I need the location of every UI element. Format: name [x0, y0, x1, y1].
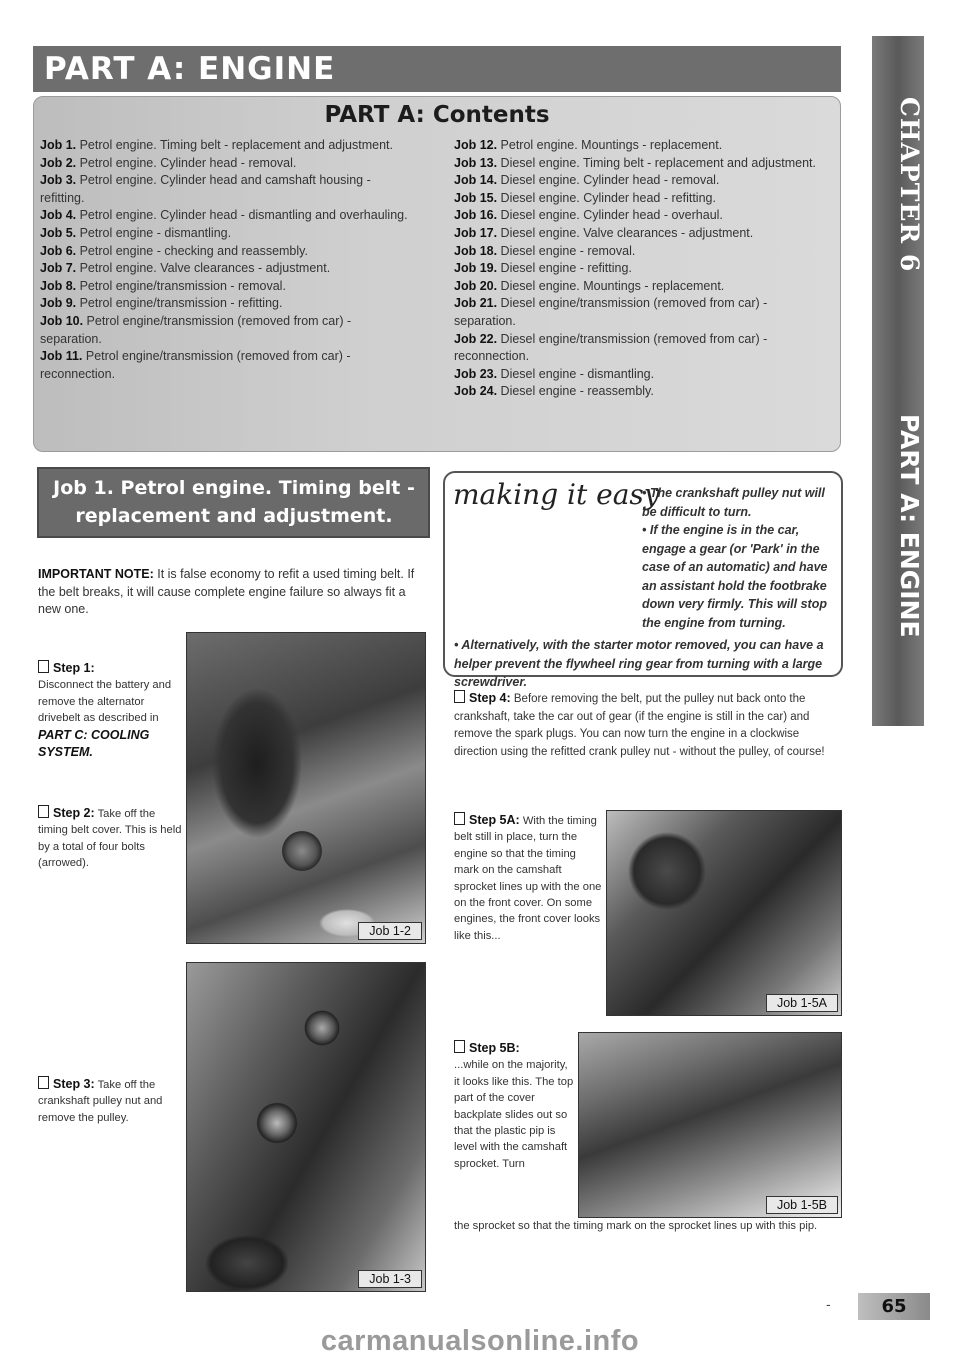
contents-job-number: Job 23.	[454, 366, 501, 381]
step-5b	[454, 1040, 574, 1172]
contents-job-title: Diesel engine. Valve clearances - adjustment.	[500, 225, 754, 240]
important-label: IMPORTANT NOTE:	[38, 567, 154, 581]
contents-item	[454, 190, 824, 208]
contents-job-number: Job 9.	[40, 296, 80, 311]
step-text: Disconnect the battery and remove the alternator drivebelt as described in	[38, 679, 172, 725]
step-label: Step 2:	[53, 806, 95, 820]
contents-job-title: Petrol engine. Valve clearances - adjustment.	[79, 261, 331, 276]
contents-job-number: Job 16.	[454, 208, 501, 223]
step-text: Take off the timing belt cover. This is held by a total of four bolts (arrowed).	[38, 808, 182, 870]
contents-job-number: Job 10.	[40, 313, 87, 328]
contents-job-title: Petrol engine/transmission (removed from car) - separation.	[40, 313, 352, 346]
contents-job-title: Petrol engine - checking and reassembly.	[79, 243, 308, 258]
important-text: It is false economy to refit a used timing belt. If the belt breaks, it will cause complete engine failure so always fit a new one.	[38, 567, 415, 616]
contents-job-number: Job 5.	[40, 225, 80, 240]
step-text: ...while on the majority, it looks like this. The top part of the cover backplate slides out so that the plastic pip is level with the camshaft sprocket. Turn	[454, 1059, 574, 1170]
contents-item	[454, 260, 824, 278]
contents-job-title: Petrol engine - dismantling.	[79, 225, 232, 240]
checkbox-icon	[38, 805, 49, 818]
contents-item	[454, 155, 824, 173]
tip-bullet-3: • Alternatively, with the starter motor removed, you can have a helper prevent the flywheel ring gear from turning with a large screwdriver.	[454, 638, 824, 689]
contents-job-number: Job 8.	[40, 278, 80, 293]
contents-item	[40, 155, 412, 173]
job-heading: Job 1. Petrol engine. Timing belt - replacement and adjustment.	[53, 477, 415, 527]
contents-item	[40, 260, 412, 278]
step-label: Step 5A:	[469, 813, 520, 827]
contents-item	[454, 207, 824, 225]
contents-item	[40, 207, 412, 225]
contents-job-number: Job 14.	[454, 173, 501, 188]
contents-job-number: Job 1.	[40, 138, 80, 152]
contents-job-number: Job 4.	[40, 208, 80, 223]
contents-job-title: Diesel engine/transmission (removed from car) - reconnection.	[454, 331, 768, 364]
contents-item	[454, 383, 824, 401]
step-2	[38, 805, 186, 872]
contents-job-title: Diesel engine. Timing belt - replacement and adjustment.	[500, 155, 816, 170]
contents-job-number: Job 6.	[40, 243, 80, 258]
photo-caption: Job 1-5B	[766, 1196, 838, 1214]
contents-job-title: Diesel engine. Mountings - replacement.	[500, 278, 725, 293]
photo-caption: Job 1-2	[358, 922, 422, 940]
contents-job-number: Job 13.	[454, 155, 501, 170]
page-dash: -	[826, 1296, 831, 1312]
photo-job-1-5a	[606, 810, 842, 1016]
photo-job-1-2	[186, 632, 426, 944]
contents-item	[454, 225, 824, 243]
contents-item	[40, 172, 412, 207]
contents-item	[40, 137, 412, 155]
step-text: Before removing the belt, put the pulley nut back onto the crankshaft, take the car out of gear (if the engine is still in the car) and remove the spark plugs. You can now turn the engine in a clockwise direction using the refitted crank pulley nut - without the pulley, of course!	[454, 693, 825, 758]
contents-job-number: Job 19.	[454, 261, 501, 276]
photo-caption: Job 1-5A	[766, 994, 838, 1012]
step-text: Take off the crankshaft pulley nut and remove the pulley.	[38, 1079, 163, 1124]
contents-item	[454, 278, 824, 296]
contents-job-number: Job 20.	[454, 278, 501, 293]
contents-item	[454, 137, 824, 155]
step-5a	[454, 812, 602, 944]
contents-job-title: Petrol engine. Timing belt - replacement and adjustment.	[79, 138, 393, 152]
contents-job-title: Diesel engine. Cylinder head - refitting.	[500, 190, 716, 205]
contents-item	[454, 243, 824, 261]
important-note	[38, 566, 430, 619]
contents-job-number: Job 18.	[454, 243, 501, 258]
contents-job-title: Diesel engine. Cylinder head - overhaul.	[500, 208, 723, 223]
contents-job-number: Job 21.	[454, 296, 501, 311]
contents-job-title: Petrol engine/transmission (removed from car) - reconnection.	[40, 349, 351, 381]
contents-job-title: Diesel engine - removal.	[500, 243, 636, 258]
contents-item	[454, 331, 824, 366]
contents-job-title: Petrol engine. Cylinder head and camshaft housing - refitting.	[40, 173, 371, 205]
contents-item	[40, 225, 412, 243]
making-it-easy-logo: making it easy	[453, 478, 660, 511]
contents-job-title: Diesel engine - refitting.	[500, 261, 632, 276]
step-label: Step 5B:	[469, 1041, 520, 1055]
tip-text	[454, 484, 836, 692]
contents-job-title: Petrol engine. Cylinder head - removal.	[79, 155, 297, 170]
step-3	[38, 1076, 186, 1126]
contents-item	[40, 295, 412, 313]
contents-item	[40, 243, 412, 261]
contents-job-title: Petrol engine. Cylinder head - dismantling and overhauling.	[79, 208, 408, 223]
checkbox-icon	[454, 812, 465, 825]
contents-job-number: Job 7.	[40, 261, 80, 276]
contents-list-right	[454, 137, 824, 401]
contents-job-title: Petrol engine/transmission - removal.	[79, 278, 286, 293]
contents-job-number: Job 12.	[454, 138, 501, 152]
contents-job-number: Job 2.	[40, 155, 80, 170]
contents-item	[40, 313, 412, 348]
contents-job-number: Job 24.	[454, 384, 501, 399]
contents-job-number: Job 22.	[454, 331, 501, 346]
photo-caption: Job 1-3	[358, 1270, 422, 1288]
tip-bullet-1: • The crankshaft pulley nut will be difficult to turn.	[642, 486, 825, 519]
step-label: Step 1:	[53, 661, 95, 675]
contents-job-title: Petrol engine/transmission - refitting.	[79, 296, 283, 311]
step-reference: PART C: COOLING SYSTEM.	[38, 727, 150, 760]
photo-job-1-5b	[578, 1032, 842, 1218]
contents-job-number: Job 3.	[40, 173, 80, 188]
page-title: PART A: ENGINE	[44, 51, 336, 87]
contents-item	[454, 172, 824, 190]
contents-job-number: Job 15.	[454, 190, 501, 205]
contents-list-left	[40, 137, 412, 383]
step-label: Step 3:	[53, 1077, 95, 1091]
watermark: carmanualsonline.info	[320, 1325, 640, 1357]
contents-job-title: Petrol engine. Mountings - replacement.	[500, 138, 723, 152]
contents-item	[454, 295, 824, 330]
contents-job-title: Diesel engine - dismantling.	[500, 366, 655, 381]
checkbox-icon	[38, 1076, 49, 1089]
step-5b-continuation: the sprocket so that the timing mark on the sprocket lines up with this pip.	[454, 1220, 818, 1232]
contents-item	[40, 348, 412, 383]
contents-job-number: Job 11.	[40, 349, 86, 364]
contents-job-number: Job 17.	[454, 225, 501, 240]
step-label: Step 4:	[469, 691, 511, 705]
tip-bullet-2: • If the engine is in the car, engage a gear (or 'Park' in the case of an automatic) and have an assistant hold the footbrake down very firmly. This will stop the engine from turning.	[642, 523, 828, 630]
checkbox-icon	[454, 1040, 465, 1053]
contents-job-title: Diesel engine. Cylinder head - removal.	[500, 173, 720, 188]
photo-job-1-3	[186, 962, 426, 1292]
page-number: 65	[858, 1293, 930, 1320]
contents-job-title: Diesel engine/transmission (removed from car) - separation.	[454, 296, 768, 328]
contents-item	[454, 366, 824, 384]
step-1	[38, 660, 186, 761]
step-4	[454, 690, 842, 761]
contents-item	[40, 278, 412, 296]
contents-job-title: Diesel engine - reassembly.	[500, 384, 654, 399]
side-tab-chapter: CHAPTER 6	[895, 97, 924, 273]
checkbox-icon	[38, 660, 49, 673]
side-tab-part: PART A: ENGINE	[895, 414, 924, 638]
contents-title: PART A: Contents	[324, 102, 550, 128]
step-text: With the timing belt still in place, turn the engine so that the timing mark on the camshaft sprocket lines up with the one on the front cover. On some engines, the front cover looks like this...	[454, 815, 602, 942]
checkbox-icon	[454, 690, 465, 703]
